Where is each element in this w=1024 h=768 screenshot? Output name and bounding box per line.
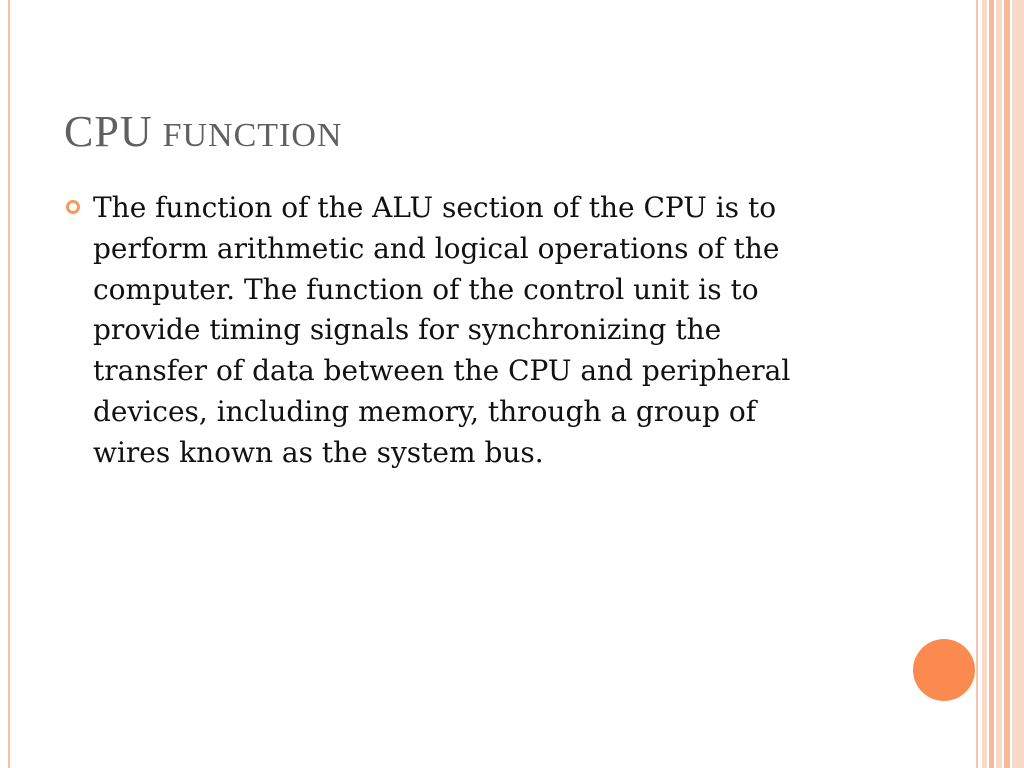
right-stripe-4 — [996, 0, 1002, 768]
slide-title-main: CPU — [64, 107, 153, 156]
right-stripe-2 — [982, 0, 987, 768]
right-stripe-6 — [1012, 0, 1024, 768]
right-stripe-5 — [1004, 0, 1010, 768]
orange-circle-icon — [913, 639, 975, 701]
bullet-paragraph: The function of the ALU section of the CPU is to perform arithmetic and logical operations of the computer. The function of the control unit is to provide timing signals for synchronizing the transfer of data between the CPU and peripheral devices, including memory, through a group of wires known as the system bus. — [93, 191, 791, 469]
right-stripe-1 — [976, 0, 978, 768]
ring-bullet-icon — [66, 200, 80, 214]
right-stripe-3 — [989, 0, 994, 768]
slide-title-rest: FUNCTION — [162, 117, 343, 154]
slide-title — [64, 106, 343, 157]
left-border-stripe — [8, 0, 10, 768]
